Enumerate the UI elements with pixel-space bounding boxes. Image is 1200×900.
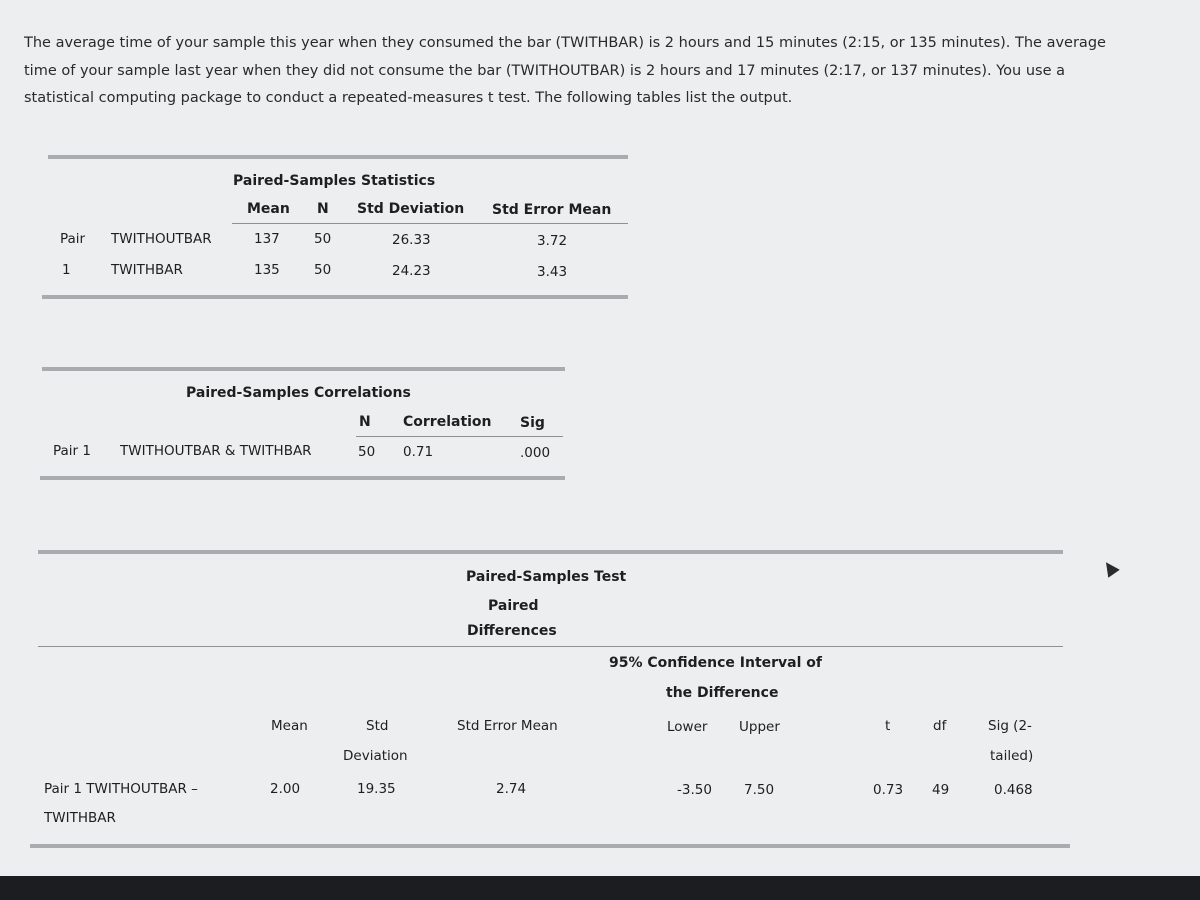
table-top-rule — [38, 550, 1063, 554]
column-header-df: df — [933, 718, 947, 734]
column-header-upper: Upper — [739, 719, 780, 735]
cell-mean: 135 — [254, 262, 280, 278]
table-bottom-rule — [30, 844, 1070, 848]
table-bottom-rule — [42, 295, 628, 299]
table-bottom-rule — [40, 476, 565, 480]
cell-sig: 0.468 — [994, 782, 1033, 798]
pair-number: 1 — [62, 262, 71, 278]
column-header-std-deviation: Std Deviation — [357, 201, 465, 217]
mouse-cursor-icon — [1100, 558, 1119, 577]
cell-correlation: 0.71 — [403, 444, 434, 460]
cell-n: 50 — [314, 262, 332, 278]
screen-bezel — [0, 876, 1200, 900]
cell-mean: 2.00 — [270, 781, 301, 797]
row-label: TWITHOUTBAR & TWITHBAR — [120, 443, 312, 459]
pair-label: Pair 1 — [53, 443, 91, 459]
table-title: Paired-Samples Test — [466, 569, 627, 585]
cell-df: 49 — [932, 782, 950, 798]
column-header-tailed: tailed) — [990, 748, 1034, 764]
intro-line: time of your sample last year when they did not consume the bar (TWITHOUTBAR) is 2 hours and 17 minutes (2:17, or 137 minutes). You use a — [24, 62, 1065, 79]
header-rule — [232, 223, 628, 224]
column-header-std-error-mean: Std Error Mean — [457, 718, 558, 734]
column-header-sig: Sig — [520, 415, 545, 431]
cell-sig: .000 — [520, 445, 551, 461]
row-label: TWITHOUTBAR — [111, 231, 212, 247]
column-header-deviation: Deviation — [343, 748, 408, 764]
cell-std-error-mean: 3.72 — [537, 233, 568, 249]
column-header-std: Std — [366, 718, 389, 734]
column-header-lower: Lower — [667, 719, 708, 735]
cell-mean: 137 — [254, 231, 280, 247]
cell-std-deviation: 26.33 — [392, 232, 431, 248]
cell-std-deviation: 24.23 — [392, 263, 431, 279]
intro-line: The average time of your sample this year when they consumed the bar (TWITHBAR) is 2 hours and 15 minutes (2:15, or 135 minutes). The average — [24, 35, 1106, 51]
row-label-continued: TWITHBAR — [44, 810, 116, 826]
row-label: TWITHBAR — [111, 262, 183, 278]
column-header-n: N — [359, 414, 371, 430]
group-header-differences: Differences — [467, 623, 557, 639]
column-header-t: t — [885, 718, 891, 734]
table-top-rule — [42, 367, 565, 371]
cell-lower: -3.50 — [677, 782, 712, 798]
header-rule — [356, 436, 563, 437]
pair-label: Pair — [60, 231, 86, 247]
group-header-ci-difference: the Difference — [666, 685, 779, 701]
row-label: Pair 1 TWITHOUTBAR – — [44, 781, 198, 797]
table-title: Paired-Samples Statistics — [233, 173, 436, 189]
column-header-std-error-mean: Std Error Mean — [492, 202, 612, 218]
group-header-rule — [38, 646, 1063, 647]
cell-upper: 7.50 — [744, 782, 775, 798]
table-title: Paired-Samples Correlations — [186, 385, 411, 401]
table-top-rule — [48, 155, 628, 159]
cell-std-error-mean: 3.43 — [537, 264, 568, 280]
intro-paragraph — [24, 30, 1134, 113]
cell-std-error-mean: 2.74 — [496, 781, 527, 797]
group-header-ci: 95% Confidence Interval of — [609, 655, 822, 671]
cell-t: 0.73 — [873, 782, 904, 798]
column-header-mean: Mean — [247, 201, 290, 217]
cell-n: 50 — [358, 444, 376, 460]
column-header-mean: Mean — [271, 718, 308, 734]
cell-std-deviation: 19.35 — [357, 781, 396, 797]
column-header-sig: Sig (2- — [988, 718, 1032, 734]
column-header-n: N — [317, 201, 329, 217]
group-header-paired: Paired — [488, 598, 539, 614]
column-header-correlation: Correlation — [403, 414, 492, 430]
cell-n: 50 — [314, 231, 332, 247]
intro-line: statistical computing package to conduct a repeated-measures t test. The following tables list the output. — [24, 90, 793, 106]
